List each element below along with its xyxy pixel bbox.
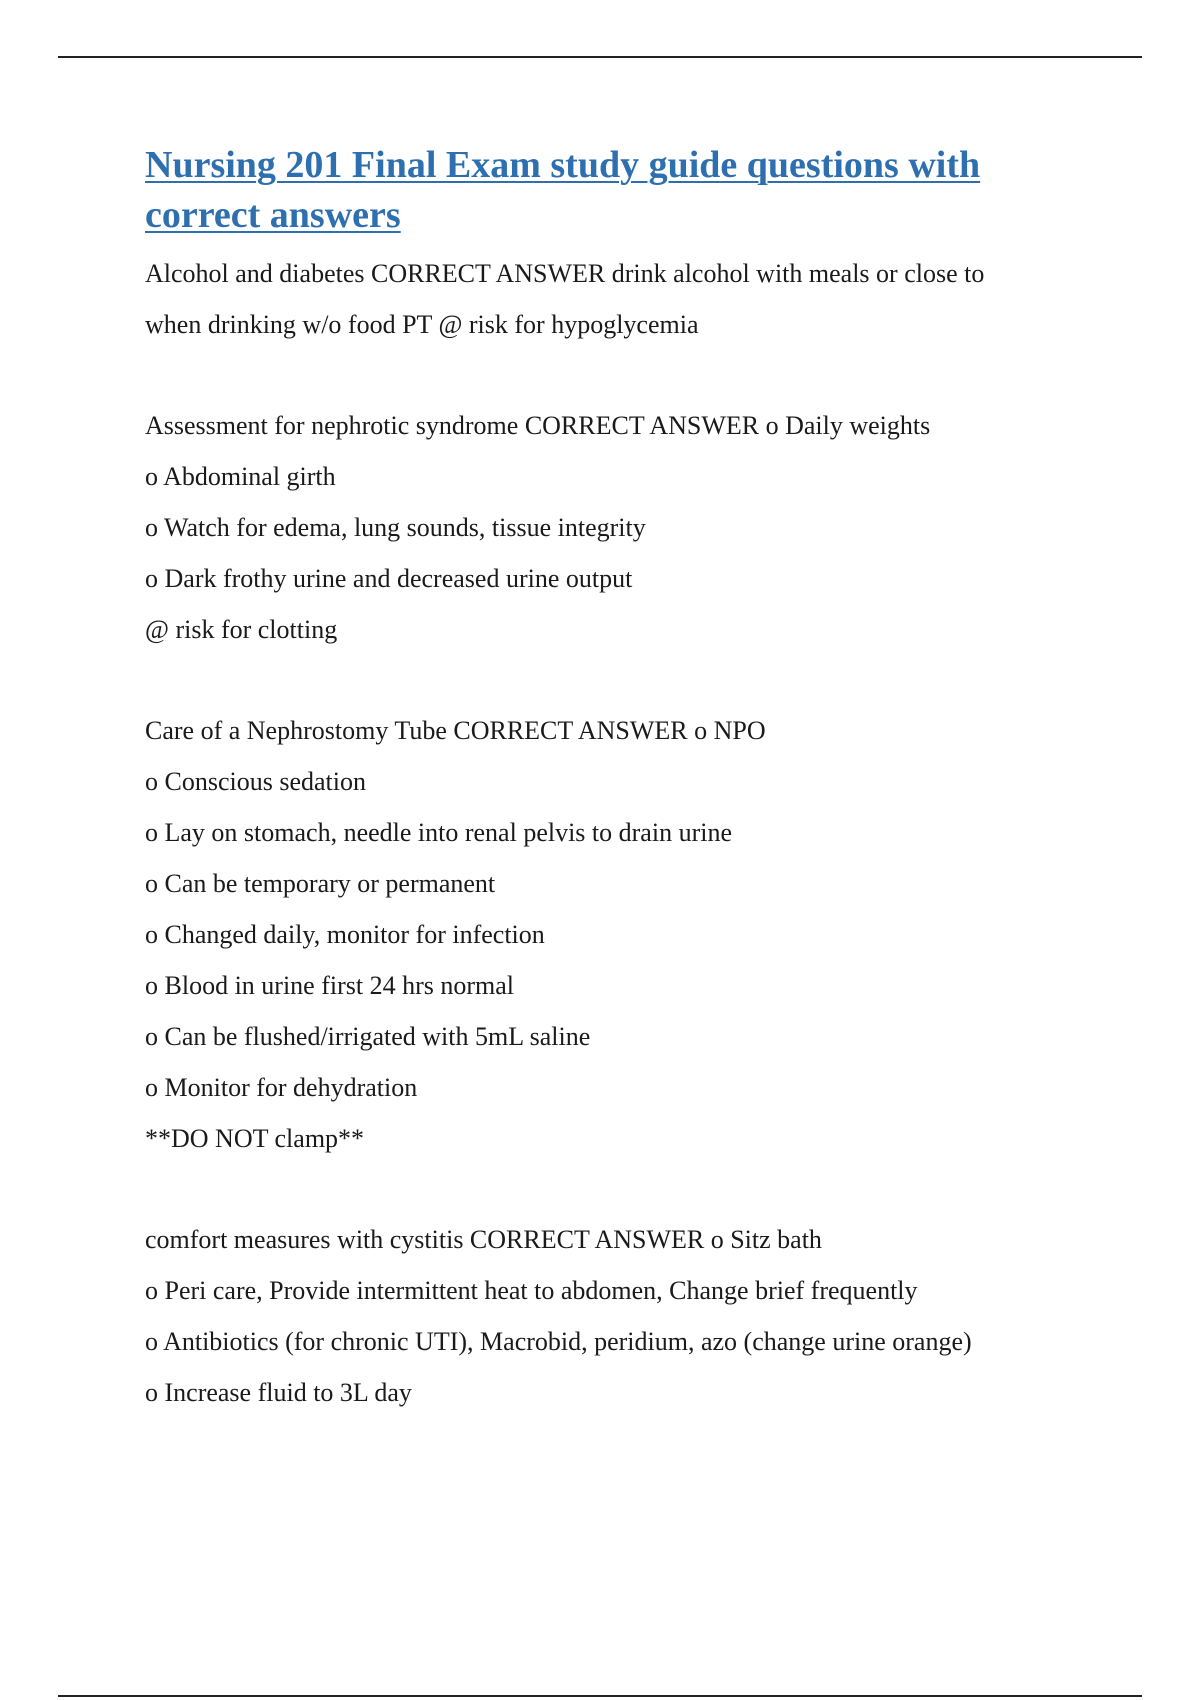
entry-line: **DO NOT clamp** [145, 1124, 365, 1153]
entry-line: when drinking w/o food PT @ risk for hypoglycemia [145, 310, 699, 339]
entry-nephrotic-syndrome [145, 400, 1075, 655]
entry-line: o Blood in urine first 24 hrs normal [145, 971, 515, 1000]
entry-line: Care of a Nephrostomy Tube CORRECT ANSWER o NPO [145, 716, 766, 745]
document-body [145, 140, 1075, 1418]
entry-spacer [145, 1164, 1075, 1214]
entry-line: o Lay on stomach, needle into renal pelvis to drain urine [145, 818, 732, 847]
entry-line: o Antibiotics (for chronic UTI), Macrobid, peridium, azo (change urine orange) [145, 1327, 972, 1356]
entry-spacer [145, 655, 1075, 705]
top-divider [58, 56, 1142, 58]
entry-line: o Can be flushed/irrigated with 5mL saline [145, 1022, 591, 1051]
entry-line: Alcohol and diabetes CORRECT ANSWER drink alcohol with meals or close to [145, 259, 985, 288]
entry-line: o Monitor for dehydration [145, 1073, 418, 1102]
entry-line: @ risk for clotting [145, 615, 338, 644]
entry-line: o Abdominal girth [145, 462, 336, 491]
entry-line: o Watch for edema, lung sounds, tissue integrity [145, 513, 646, 542]
entry-cystitis-comfort [145, 1214, 1075, 1418]
document-title-link[interactable]: Nursing 201 Final Exam study guide questions with correct answers [145, 144, 981, 236]
entry-line: o Dark frothy urine and decreased urine output [145, 564, 633, 593]
entry-line: Assessment for nephrotic syndrome CORRECT ANSWER o Daily weights [145, 411, 931, 440]
entry-spacer [145, 350, 1075, 400]
entry-line: o Increase fluid to 3L day [145, 1378, 412, 1407]
entry-line: comfort measures with cystitis CORRECT ANSWER o Sitz bath [145, 1225, 822, 1254]
entry-alcohol-diabetes [145, 248, 1075, 350]
entry-line: o Can be temporary or permanent [145, 869, 496, 898]
entry-line: o Changed daily, monitor for infection [145, 920, 545, 949]
entry-nephrostomy-tube [145, 705, 1075, 1164]
entry-line: o Conscious sedation [145, 767, 366, 796]
entry-line: o Peri care, Provide intermittent heat to abdomen, Change brief frequently [145, 1276, 918, 1305]
bottom-divider [58, 1695, 1142, 1697]
